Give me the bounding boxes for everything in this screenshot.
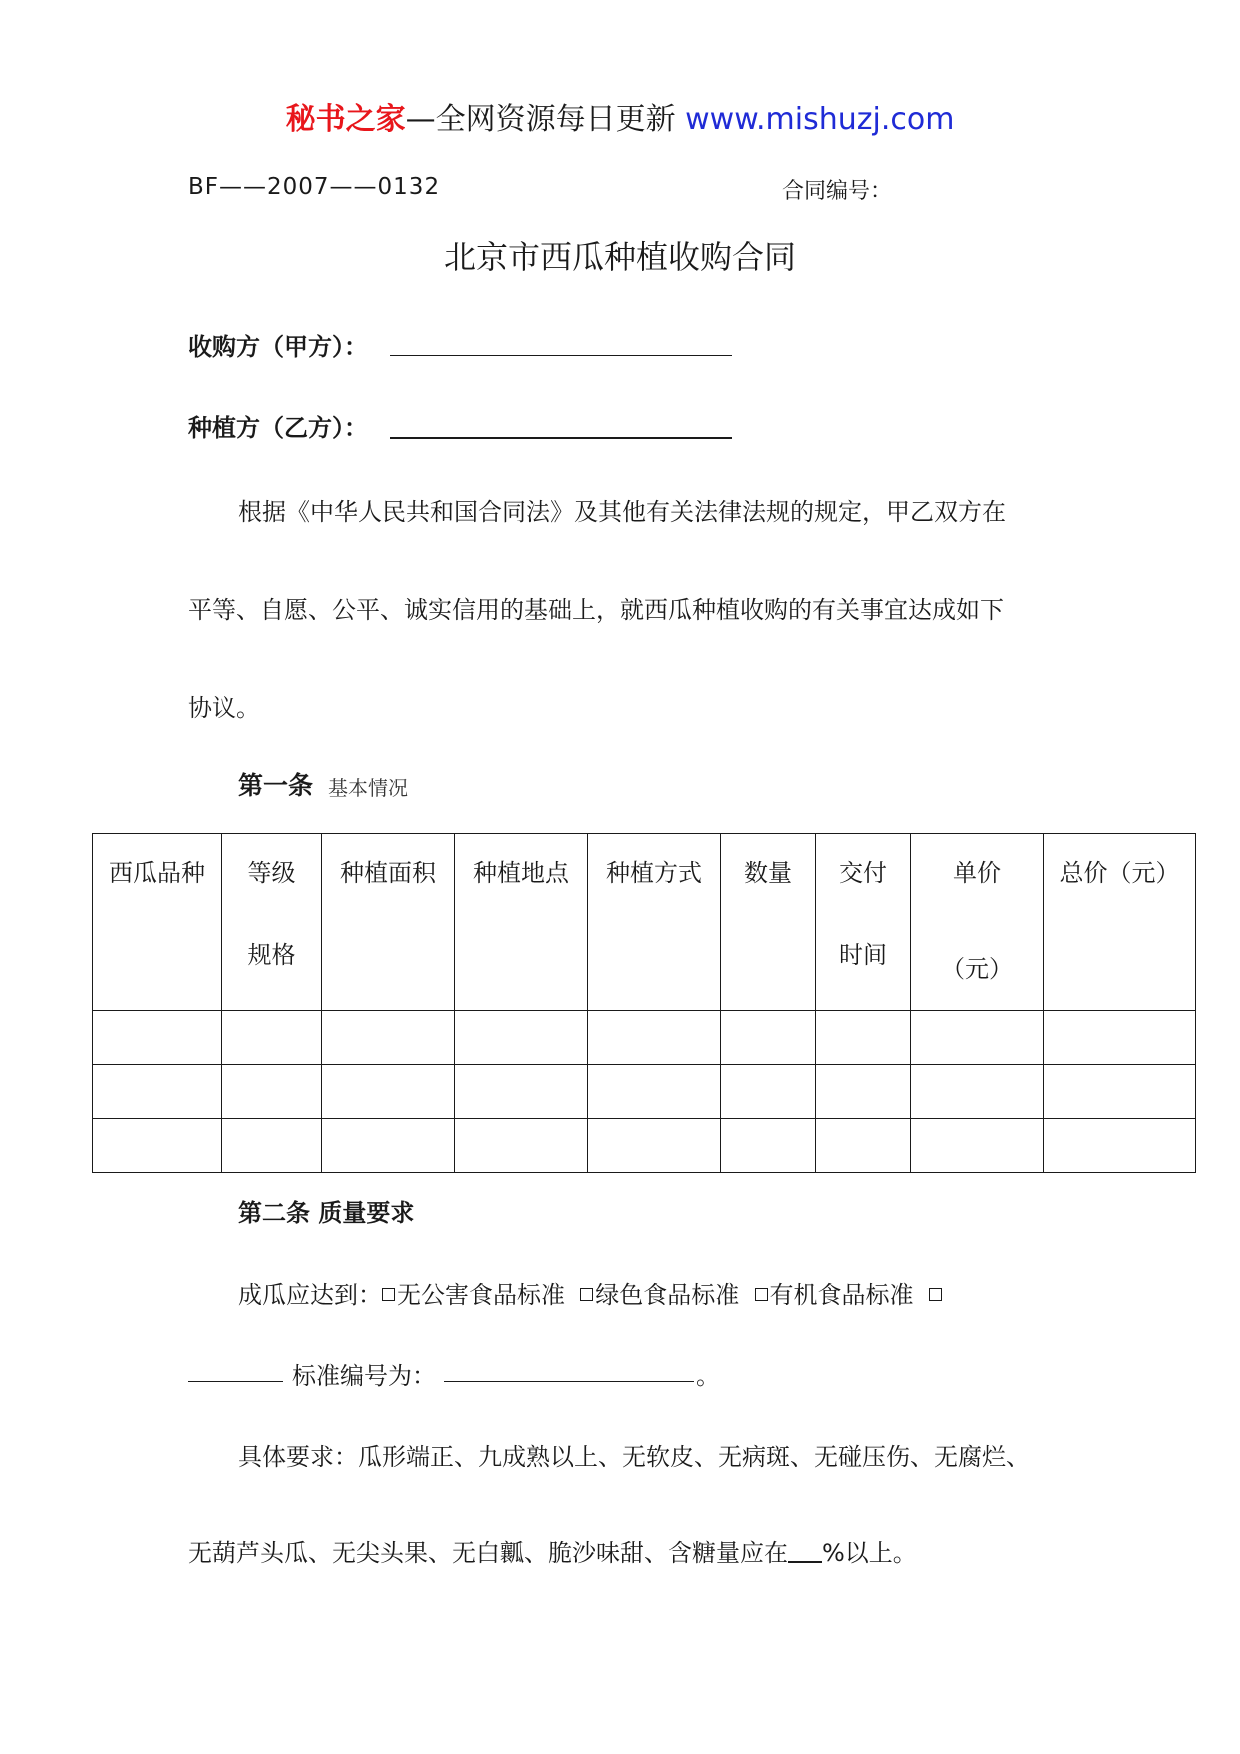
table-cell[interactable] <box>222 1119 322 1173</box>
article-2-heading: 第二条 质量要求 <box>238 1199 415 1227</box>
requirements-line-2-b: %以上。 <box>822 1539 917 1567</box>
standard-prefix: 成瓜应达到： <box>238 1281 382 1309</box>
table-cell[interactable] <box>222 1011 322 1065</box>
table-row <box>93 1119 1196 1173</box>
table-cell[interactable] <box>93 1119 222 1173</box>
table-cell[interactable] <box>222 1065 322 1119</box>
table-cell[interactable] <box>816 1065 911 1119</box>
table-cell[interactable] <box>455 1065 588 1119</box>
table-cell[interactable] <box>455 1119 588 1173</box>
preamble-line-3: 协议。 <box>188 694 260 722</box>
buyer-fill-line <box>390 355 732 356</box>
table-header-cell: 种植地点 <box>455 834 588 1011</box>
table-cell[interactable] <box>816 1011 911 1065</box>
option-label: 无公害食品标准 <box>397 1281 565 1309</box>
table-cell[interactable] <box>93 1011 222 1065</box>
table-cell[interactable] <box>322 1065 455 1119</box>
table-row <box>93 1065 1196 1119</box>
table-cell[interactable] <box>1044 1065 1196 1119</box>
grower-fill-line <box>390 437 732 439</box>
site-banner <box>0 100 1240 140</box>
other-standard-fill-line[interactable] <box>188 1381 283 1382</box>
requirements-line-1: 具体要求：瓜形端正、九成熟以上、无软皮、无病斑、无碰压伤、无腐烂、 <box>238 1443 1030 1471</box>
table-header-row <box>93 834 1196 1011</box>
article-1-heading: 第一条 <box>238 771 314 800</box>
requirements-line-2-a: 无葫芦头瓜、无尖头果、无白瓤、脆沙味甜、含糖量应在 <box>188 1539 788 1567</box>
table-cell[interactable] <box>1044 1119 1196 1173</box>
table-cell[interactable] <box>588 1065 721 1119</box>
standard-options-line <box>238 1275 944 1310</box>
table-cell[interactable] <box>721 1065 816 1119</box>
table-header-cell: 西瓜品种 <box>93 834 222 1011</box>
table-header-cell: 数量 <box>721 834 816 1011</box>
sugar-content-fill-line[interactable] <box>788 1541 822 1563</box>
table-cell[interactable] <box>816 1119 911 1173</box>
table-cell[interactable] <box>322 1011 455 1065</box>
table-cell[interactable] <box>93 1065 222 1119</box>
buyer-label: 收购方（甲方）： <box>188 333 368 361</box>
grower-label: 种植方（乙方）： <box>188 414 368 442</box>
table-cell[interactable] <box>911 1065 1044 1119</box>
table-header-cell: 总价（元） <box>1044 834 1196 1011</box>
standard-number-fill-line[interactable] <box>444 1381 694 1382</box>
contract-number-label: 合同编号： <box>782 179 893 204</box>
preamble-line-2: 平等、自愿、公平、诚实信用的基础上，就西瓜种植收购的有关事宜达成如下 <box>188 596 1004 624</box>
table-cell[interactable] <box>721 1119 816 1173</box>
table-header-cell: 单价 （元） <box>911 834 1044 1011</box>
table-cell[interactable] <box>911 1119 1044 1173</box>
standard-number-period: 。 <box>696 1362 720 1390</box>
table-cell[interactable] <box>911 1011 1044 1065</box>
option-label: 有机食品标准 <box>769 1281 914 1309</box>
banner-brand: 秘书之家 <box>285 102 406 137</box>
banner-tagline: —全网资源每日更新 <box>405 102 686 137</box>
checkbox-icon[interactable] <box>580 1288 593 1301</box>
checkbox-icon[interactable] <box>755 1288 768 1301</box>
table-cell[interactable] <box>455 1011 588 1065</box>
document-number: BF——2007——0132 <box>188 174 441 200</box>
table-header-cell: 等级 规格 <box>222 834 322 1011</box>
table-header-cell: 种植方式 <box>588 834 721 1011</box>
table-cell[interactable] <box>588 1011 721 1065</box>
preamble-line-1: 根据《中华人民共和国合同法》及其他有关法律法规的规定，甲乙双方在 <box>238 498 1006 526</box>
table-header-cell: 种植面积 <box>322 834 455 1011</box>
table-header-cell: 交付 时间 <box>816 834 911 1011</box>
standard-number-label: 标准编号为： <box>292 1362 436 1390</box>
checkbox-icon[interactable] <box>382 1288 395 1301</box>
banner-url[interactable]: www.mishuzj.com <box>685 102 955 137</box>
checkbox-icon[interactable] <box>929 1288 942 1301</box>
document-title: 北京市西瓜种植收购合同 <box>443 238 796 276</box>
table-cell[interactable] <box>721 1011 816 1065</box>
option-label: 绿色食品标准 <box>595 1281 740 1309</box>
table-cell[interactable] <box>588 1119 721 1173</box>
basic-info-table <box>92 833 1196 1173</box>
table-cell[interactable] <box>1044 1011 1196 1065</box>
article-1-subheading: 基本情况 <box>328 776 408 800</box>
requirements-line-2 <box>188 1533 917 1568</box>
table-row <box>93 1011 1196 1065</box>
table-cell[interactable] <box>322 1119 455 1173</box>
